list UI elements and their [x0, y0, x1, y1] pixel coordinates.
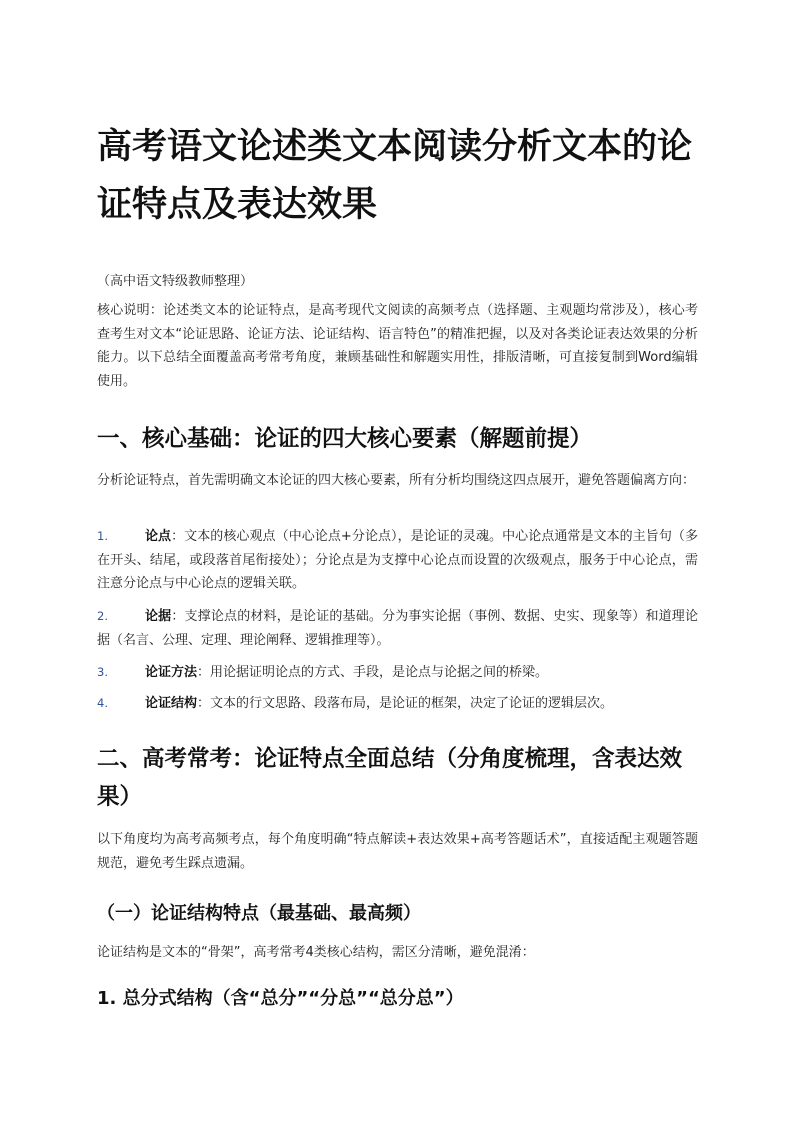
section1-lead: 分析论证特点，首先需明确文本论证的四大核心要素，所有分析均围绕这四点展开，避免答题偏离方向： — [97, 473, 696, 488]
list-term: 论证结构 — [145, 696, 198, 711]
list-number: 1. — [97, 529, 108, 543]
subsection1-lead: 论证结构是文本的“骨架”，高考常考4类核心结构，需区分清晰，避免混淆： — [97, 945, 535, 960]
list-item — [97, 605, 698, 652]
list-text: ：文本的核心观点（中心论点+分论点），是论证的灵魂。中心论点通常是文本的主旨句（多在开头、结尾，或段落首尾衔接处）；分论点是为支撑中心论点而设置的次级观点，服务于中心论点，需注意分论点与中心论点的逻辑关联。 — [97, 529, 698, 591]
section-heading-2: 二、高考常考：论证特点全面总结（分角度梳理，含表达效果） — [97, 746, 683, 810]
point-heading-1: 1. 总分式结构（含“总分”“分总”“总分总”） — [97, 988, 464, 1009]
list-text: ：支撑论点的材料，是论证的基础。分为事实论据（事例、数据、史实、现象等）和道理论据（名言、公理、定理、理论阐释、逻辑推理等）。 — [97, 609, 698, 648]
list-number: 4. — [97, 696, 108, 710]
intro-paragraph: 核心说明：论述类文本的论证特点，是高考现代文阅读的高频考点（选择题、主观题均常涉及），核心考查考生对文本“论证思路、论证方法、论证结构、语言特色”的精准把握，以及对各类论证表达效果的分析能力。以下总结全面覆盖高考常考角度，兼顾基础性和解题实用性，排版清晰，可直接复制到Word编辑使用。 — [97, 303, 698, 389]
list-text: ：用论据证明论点的方式、手段，是论点与论据之间的桥梁。 — [197, 665, 549, 680]
list-term: 论点 — [145, 529, 172, 544]
list-text: ：文本的行文思路、段落布局，是论证的框架，决定了论证的逻辑层次。 — [197, 696, 614, 711]
subtitle: （高中语文特级教师整理） — [97, 274, 254, 289]
list-item — [97, 692, 698, 716]
list-number: 2. — [97, 609, 108, 623]
list-item — [97, 661, 698, 685]
subsection-heading-1: （一）论证结构特点（最基础、最高频） — [97, 903, 421, 924]
list-term: 论证方法 — [145, 665, 198, 680]
section2-lead: 以下角度均为高考高频考点，每个角度明确“特点解读+表达效果+高考答题话术”，直接适配主观题答题规范，避免考生踩点遗漏。 — [97, 832, 698, 871]
list-number: 3. — [97, 665, 108, 679]
section-heading-1: 一、核心基础：论证的四大核心要素（解题前提） — [97, 426, 593, 452]
page-title: 高考语文论述类文本阅读分析文本的论证特点及表达效果 — [97, 127, 693, 225]
list-item — [97, 525, 698, 596]
list-term: 论据 — [145, 609, 172, 624]
